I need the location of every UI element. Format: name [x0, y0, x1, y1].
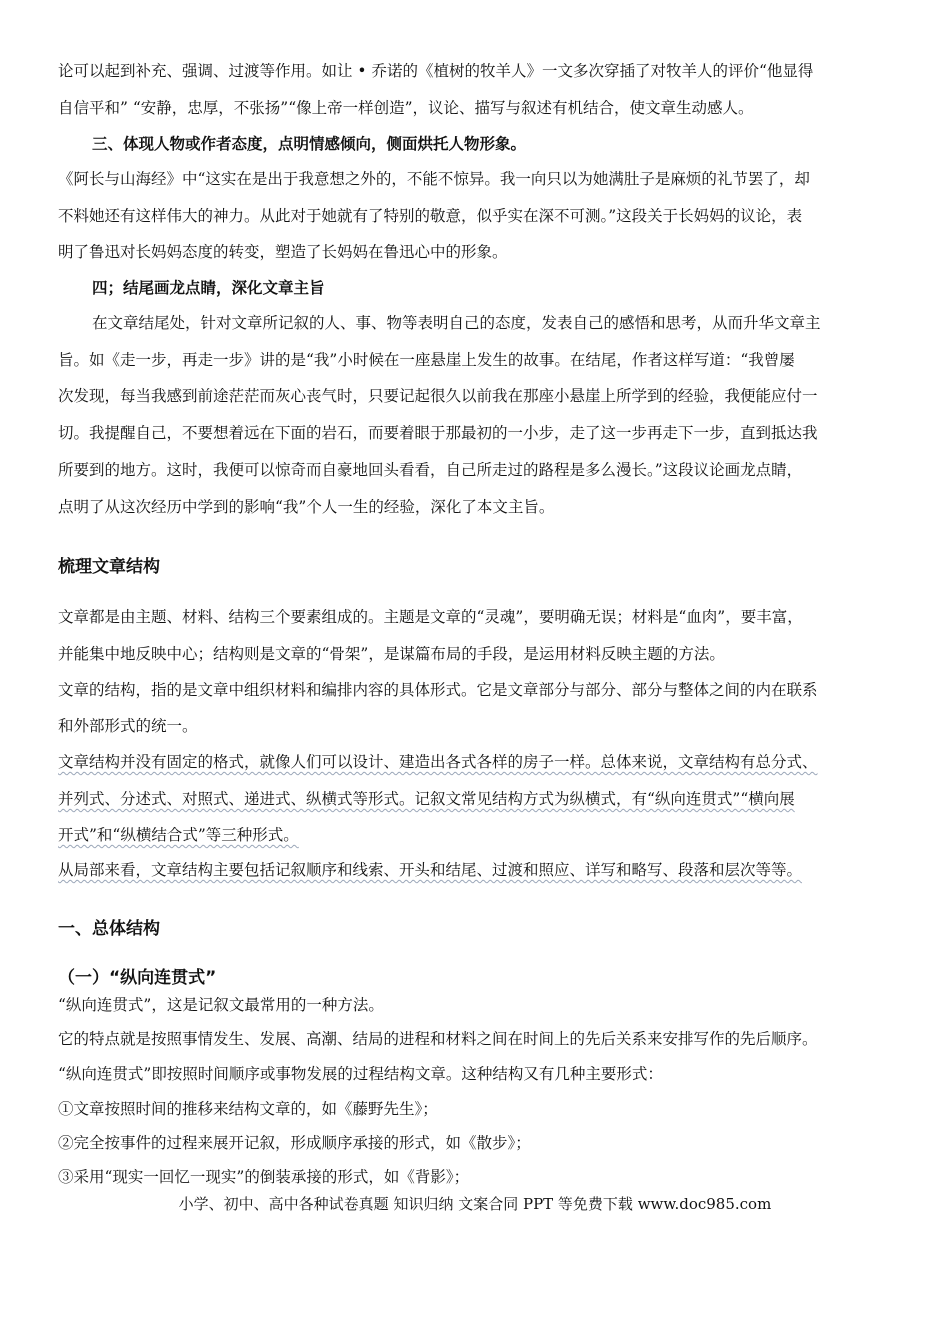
paragraph-line: 所要到的地方。这时，我便可以惊奇而自豪地回头看看，自己所走过的路程是多么漫长。”这段议论画龙点睛，: [58, 461, 803, 479]
paragraph-line: 和外部形式的统一。: [58, 717, 198, 735]
vertical-coherent-heading: （一）“纵向连贯式”: [58, 968, 217, 988]
paragraph-line: 点明了从这次经历中学到的影响“我”个人一生的经验，深化了本文主旨。: [58, 498, 555, 516]
paragraph-line: 《阿长与山海经》中“这实在是出于我意想之外的，不能不惊异。我一向只以为她满肚子是麻烦的礼节罢了，却: [58, 170, 810, 188]
paragraph-line-underlined: 并列式、分述式、对照式、递进式、纵横式等形式。记叙文常见结构方式为纵横式，有“纵向连贯式”“横向展: [58, 790, 795, 808]
page-footer: 小学、初中、高中各种试卷真题 知识归纳 文案合同 PPT 等免费下载 www.doc985.com: [178, 1195, 772, 1213]
paragraph-line: “纵向连贯式”，这是记叙文最常用的一种方法。: [58, 996, 384, 1014]
paragraph-line: 它的特点就是按照事情发生、发展、高潮、结局的进程和材料之间在时间上的先后关系来安排写作的先后顺序。: [58, 1030, 818, 1048]
paragraph-line: 文章的结构，指的是文章中组织材料和编排内容的具体形式。它是文章部分与部分、部分与整体之间的内在联系: [58, 681, 818, 699]
paragraph-line-underlined: 文章结构并没有固定的格式，就像人们可以设计、建造出各式各样的房子一样。总体来说，文章结构有总分式、: [58, 753, 818, 771]
paragraph-line: 并能集中地反映中心；结构则是文章的“骨架”，是谋篇布局的手段，是运用材料反映主题的方法。: [58, 645, 725, 663]
paragraph-line: 自信平和” “安静，忠厚，不张扬”“像上帝一样创造”，议论、描写与叙述有机结合，使文章生动感人。: [58, 99, 754, 117]
paragraph-line: 文章都是由主题、材料、结构三个要素组成的。主题是文章的“灵魂”，要明确无误；材料是“血肉”，要丰富，: [58, 608, 803, 626]
subheading-four: 四；结尾画龙点睛，深化文章主旨: [92, 279, 325, 297]
section-title: 梳理文章结构: [58, 557, 160, 577]
paragraph-line: 切。我提醒自己，不要想着远在下面的岩石，而要着眼于那最初的一小步，走了这一步再走下一步，直到抵达我: [58, 424, 818, 442]
paragraph-line: 次发现，每当我感到前途茫茫而灰心丧气时，只要记起很久以前我在那座小悬崖上所学到的经验，我便能应付一: [58, 387, 818, 405]
paragraph-line-underlined: 从局部来看，文章结构主要包括记叙顺序和线索、开头和结尾、过渡和照应、详写和略写、段落和层次等等。: [58, 861, 803, 879]
paragraph-line-underlined: 开式”和“纵横结合式”等三种形式。: [58, 826, 299, 844]
paragraph-line: 论可以起到补充、强调、过渡等作用。如让 • 乔诺的《植树的牧羊人》一文多次穿插了对牧羊人的评价“他显得: [58, 62, 814, 80]
paragraph-line: “纵向连贯式”即按照时间顺序或事物发展的过程结构文章。这种结构又有几种主要形式：: [58, 1065, 663, 1083]
subheading-three: 三、体现人物或作者态度，点明情感倾向，侧面烘托人物形象。: [92, 135, 527, 153]
list-item: ②完全按事件的过程来展开记叙，形成顺序承接的形式，如《散步》；: [58, 1134, 531, 1152]
overall-structure-heading: 一、总体结构: [58, 919, 160, 939]
paragraph-line: 不料她还有这样伟大的神力。从此对于她就有了特别的敬意，似乎实在深不可测。”这段关于长妈妈的议论，表: [58, 207, 803, 225]
paragraph-line: 明了鲁迅对长妈妈态度的转变，塑造了长妈妈在鲁迅心中的形象。: [58, 243, 508, 261]
list-item: ①文章按照时间的推移来结构文章的，如《藤野先生》；: [58, 1100, 438, 1118]
list-item: ③采用“现实一回忆一现实”的倒装承接的形式，如《背影》；: [58, 1168, 470, 1186]
paragraph-line: 旨。如《走一步，再走一步》讲的是“我”小时候在一座悬崖上发生的故事。在结尾，作者这样写道：“我曾屡: [58, 351, 795, 369]
paragraph-line: 在文章结尾处，针对文章所记叙的人、事、物等表明自己的态度，发表自己的感悟和思考，从而升华文章主: [92, 314, 821, 332]
